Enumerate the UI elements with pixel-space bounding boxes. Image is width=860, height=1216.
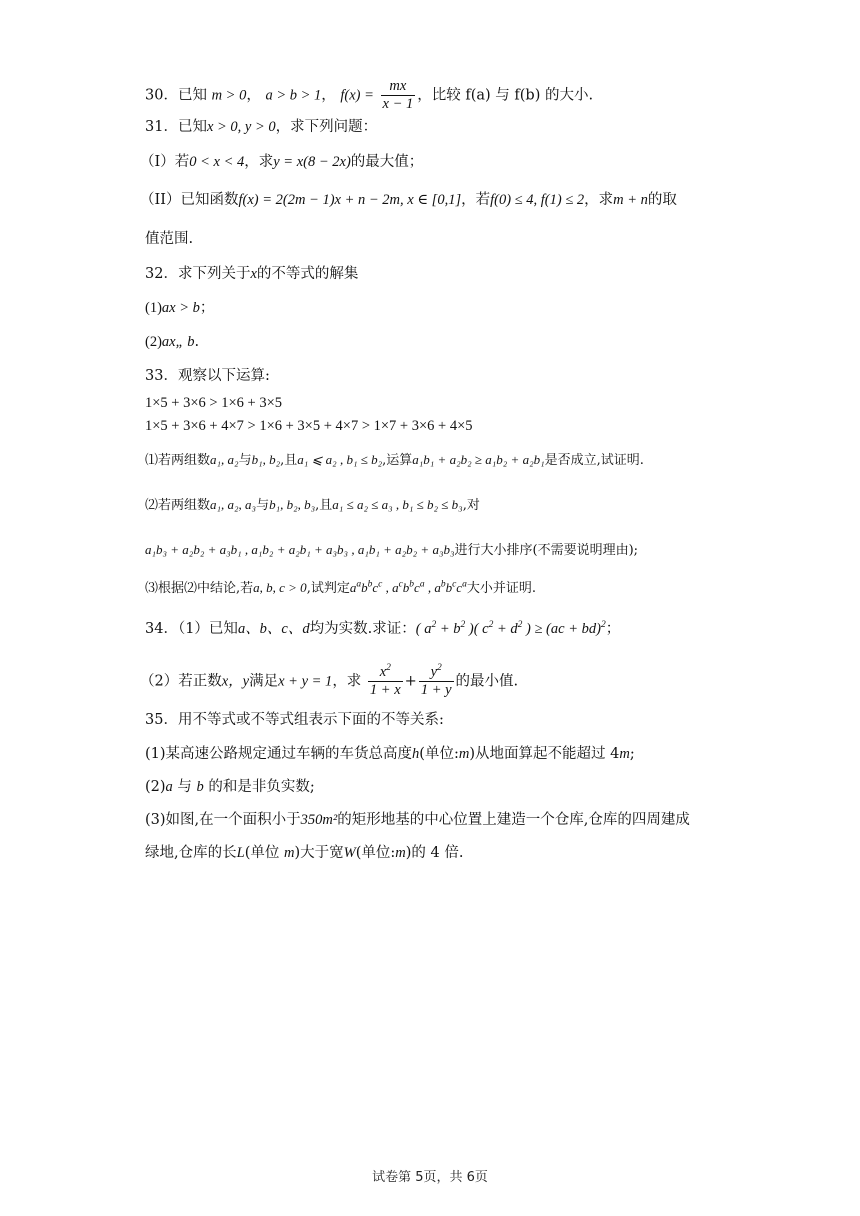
q33-example-1 bbox=[145, 393, 282, 413]
q34-p2-variables: x，y bbox=[221, 673, 250, 690]
q33-p3-power-expressions: $a^ab^bc^c$ , $a^cb^bc^a$ , $a^bb^cc^a$ bbox=[349, 579, 467, 595]
q32-p1-end: ； bbox=[199, 300, 215, 316]
q35-p1-unit-open: (单位: bbox=[419, 746, 459, 762]
q34-number: 34．（1）已知 bbox=[145, 621, 238, 637]
q30-function: f(x) = bbox=[340, 87, 374, 104]
q35-part2 bbox=[145, 777, 315, 797]
q33-example-1-text: 1×5 + 3×6 > 1×6 + 3×5 bbox=[145, 395, 282, 411]
q31-p1-tail: 的最大值； bbox=[350, 154, 424, 170]
q31-p2-target: m + n bbox=[613, 192, 648, 208]
q30-numerator: mx bbox=[381, 78, 416, 96]
q35-p1-limit: )从地面算起不能超过 4 bbox=[469, 746, 620, 762]
q33-p1-operation: ,运算 bbox=[382, 453, 413, 468]
q33-number: 33．观察以下运算: bbox=[145, 368, 270, 384]
q34-part2: （2）若正数x，y满足x + y = 1，求 $\frac{x^2}{1 + x}$ + $\frac{y^2}{1 + y}$ 的最小值. bbox=[140, 663, 519, 698]
q35-p2-label: (2) bbox=[145, 779, 166, 795]
q31-p2-wrap-text: 值范围. bbox=[145, 231, 194, 247]
q31-p2-label: （II）已知函数 bbox=[140, 192, 239, 208]
q33-part2 bbox=[145, 495, 480, 516]
q31-p1-expression: y = x(8 − 2x) bbox=[273, 154, 351, 170]
q35-p2-a: a bbox=[165, 779, 173, 795]
q33-example-2-text: 1×5 + 3×6 + 4×7 > 1×6 + 3×5 + 4×7 > 1×7 + 3×6 + 4×5 bbox=[145, 418, 473, 434]
page-footer: 试卷第 5页，共 6页 bbox=[372, 1170, 488, 1185]
q33-p2-and: 与 bbox=[256, 498, 270, 513]
q31-part1 bbox=[140, 152, 423, 172]
q31-p2-ask: ，求 bbox=[584, 192, 614, 208]
q31-number: 31．已知 bbox=[145, 119, 207, 135]
q34-prove: 均为实数.求证： bbox=[309, 621, 416, 637]
q32-stem-tail: 的不等式的解集 bbox=[256, 266, 359, 282]
q31-p2-function: f(x) = 2(2m − 1)x + n − 2m, x ∈ [0,1] bbox=[238, 192, 462, 208]
q34-p2-condition: x + y = 1 bbox=[278, 673, 333, 690]
q35-p3-L: L bbox=[236, 845, 245, 861]
q35-p3-unit-1: (单位 bbox=[244, 845, 284, 861]
q31-p1-ask: ，求 bbox=[244, 154, 274, 170]
q35-part3-wrap bbox=[145, 843, 463, 863]
q31-part2-wrap bbox=[145, 229, 193, 249]
q33-part1 bbox=[145, 450, 644, 471]
q31-p2-if: ，若 bbox=[461, 192, 491, 208]
q35-stem bbox=[145, 710, 444, 730]
q35-p3-text: 的矩形地基的中心位置上建造一个仓库,仓库的四周建成 bbox=[337, 812, 690, 828]
q35-p1-end: ; bbox=[629, 746, 635, 762]
q32-part1 bbox=[145, 298, 214, 318]
q35-p3-label: (3)如图,在一个面积小于 bbox=[145, 812, 301, 828]
q30-denominator: x − 1 bbox=[382, 96, 414, 112]
q33-p2-instruction: 进行大小排序(不需要说明理由); bbox=[454, 543, 639, 558]
q33-part2-line2 bbox=[145, 540, 638, 561]
q35-p3-greater: )大于宽 bbox=[294, 845, 344, 861]
q30-tail: ，比较 f(a) 与 f(b) 的大小. bbox=[417, 87, 594, 104]
q35-p3-wrap-a: 绿地,仓库的长 bbox=[145, 845, 237, 861]
q34-p2-tail: 的最小值. bbox=[455, 673, 519, 690]
q30-number: 30．已知 bbox=[145, 87, 207, 104]
q32-p2-label: (2) bbox=[145, 334, 162, 350]
q33-p1-condition: a₁ ⩽ a₂ , b₁ ≤ b₂ bbox=[297, 452, 383, 467]
q34-p2-ask: ，求 bbox=[332, 673, 362, 690]
q33-p2-condition: a₁ ≤ a₂ ≤ a₃ , b₁ ≤ b₂ ≤ b₃ bbox=[332, 497, 463, 512]
q35-p1-m2: m bbox=[619, 746, 630, 762]
q35-p2-and: 与 bbox=[172, 779, 197, 795]
q33-part3 bbox=[145, 578, 536, 599]
q34-variables: a、b、c、d bbox=[237, 621, 310, 637]
q33-p1-and: 与 bbox=[238, 453, 252, 468]
q30-condition-m: m > 0 bbox=[211, 87, 247, 104]
q33-p2-tail: ,对 bbox=[462, 498, 480, 513]
q33-example-2-clip bbox=[145, 416, 493, 436]
q30-line: 30．已知 m > 0， a > b > 1， f(x) = $\frac{mx}{x - 1}$ ，比较 f(a) 与 f(b) 的大小. bbox=[145, 78, 594, 112]
q31-stem bbox=[145, 117, 377, 137]
q33-p3-label: ⑶根据⑵中结论,若 bbox=[145, 581, 254, 596]
q33-p1-label: ⑴若两组数 bbox=[145, 453, 211, 468]
q30-condition-ab: a > b > 1 bbox=[265, 87, 322, 104]
q32-p2-expression: ax„ b bbox=[161, 334, 195, 350]
q31-p1-condition: 0 < x < 4 bbox=[189, 154, 245, 170]
q33-p3-mid: ,试判定 bbox=[306, 581, 350, 596]
q34-fraction-y-num: $y^2$ bbox=[419, 664, 454, 682]
q33-stem bbox=[145, 366, 270, 386]
q34-p2-satisfy: 满足 bbox=[249, 673, 279, 690]
q33-p2-label: ⑵若两组数 bbox=[145, 498, 211, 513]
q31-stem-tail: ，求下列问题： bbox=[275, 119, 378, 135]
q32-number: 32．求下列关于 bbox=[145, 266, 251, 282]
q31-p1-label: （I）若 bbox=[140, 154, 190, 170]
q35-part1 bbox=[145, 744, 635, 764]
q35-p1-text: (1)某高速公路规定通过车辆的车货总高度 bbox=[145, 746, 413, 762]
q33-p1-inequality: a₁b₁ + a₂b₂ ≥ a₁b₂ + a₂b₁ bbox=[412, 452, 545, 467]
q31-condition: x > 0, y > 0 bbox=[206, 119, 276, 135]
q33-p1-tail: 是否成立,试证明. bbox=[544, 453, 644, 468]
q34-part1: 34．（1）已知a、b、c、d均为实数.求证：( $a^2 + b^2$ )( $c^2 + d^2$ ) ≥ (ac + bd)$^2$； bbox=[145, 620, 621, 637]
q32-stem bbox=[145, 264, 358, 284]
q31-p2-condition: f(0) ≤ 4, f(1) ≤ 2 bbox=[490, 192, 585, 208]
q34-fraction-x-num: $x^2$ bbox=[368, 664, 403, 682]
q34-fraction-y-den: 1 + y bbox=[420, 682, 452, 698]
q32-part2 bbox=[145, 332, 199, 352]
q34-fraction-x-den: 1 + x bbox=[369, 682, 401, 698]
q35-number: 35．用不等式或不等式组表示下面的不等关系: bbox=[145, 712, 444, 728]
q35-p3-W: W bbox=[343, 845, 356, 861]
q34-p2-label: （2）若正数 bbox=[140, 673, 222, 690]
q34-fraction-x bbox=[368, 664, 403, 699]
q35-p3-unit-2: (单位: bbox=[355, 845, 396, 861]
q32-variable: x bbox=[250, 266, 257, 282]
q33-p3-tail: 大小并证明. bbox=[466, 581, 536, 596]
q33-p2-a: a₁, a₂, a₃ bbox=[210, 497, 257, 512]
q34-fraction-y bbox=[419, 664, 454, 699]
q33-p1-given: ,且 bbox=[280, 453, 298, 468]
q31-p2-tail: 的取 bbox=[647, 192, 677, 208]
q35-p2-tail: 的和是非负实数; bbox=[203, 779, 315, 795]
q35-p1-m: m bbox=[458, 746, 470, 762]
q32-p1-expression: ax > b bbox=[161, 300, 200, 316]
q35-p3-area: 350m² bbox=[300, 812, 338, 828]
q33-example-2 bbox=[145, 416, 493, 436]
q33-p2-expressions: a₁b₃ + a₂b₂ + a₃b₁ , a₁b₂ + a₂b₁ + a₃b₃ , a₁b₁ + a₂b₂ + a₃b₃ bbox=[145, 542, 455, 557]
q35-part3 bbox=[145, 810, 690, 830]
q32-p2-end: . bbox=[194, 334, 200, 350]
q33-p1-a: a₁, a₂ bbox=[210, 452, 239, 467]
q30-fraction bbox=[381, 78, 416, 113]
q35-p3-tail: )的 4 倍. bbox=[405, 845, 464, 861]
q33-p2-given: ,且 bbox=[315, 498, 333, 513]
q35-p3-m2: m bbox=[395, 845, 406, 861]
q33-p2-b: b₁, b₂, b₃ bbox=[269, 497, 316, 512]
q35-p3-m: m bbox=[283, 845, 295, 861]
q33-p3-condition: a, b, c > 0 bbox=[253, 580, 307, 595]
q35-p2-b: b bbox=[196, 779, 204, 795]
q34-inequality: ( $a^2 + b^2$ )( $c^2 + d^2$ ) ≥ (ac + bd)$^2$ bbox=[415, 620, 606, 637]
q32-p1-label: (1) bbox=[145, 300, 162, 316]
q31-part2 bbox=[140, 190, 677, 210]
q35-p1-h: h bbox=[412, 746, 420, 762]
q33-p1-b: b₁, b₂ bbox=[251, 452, 281, 467]
